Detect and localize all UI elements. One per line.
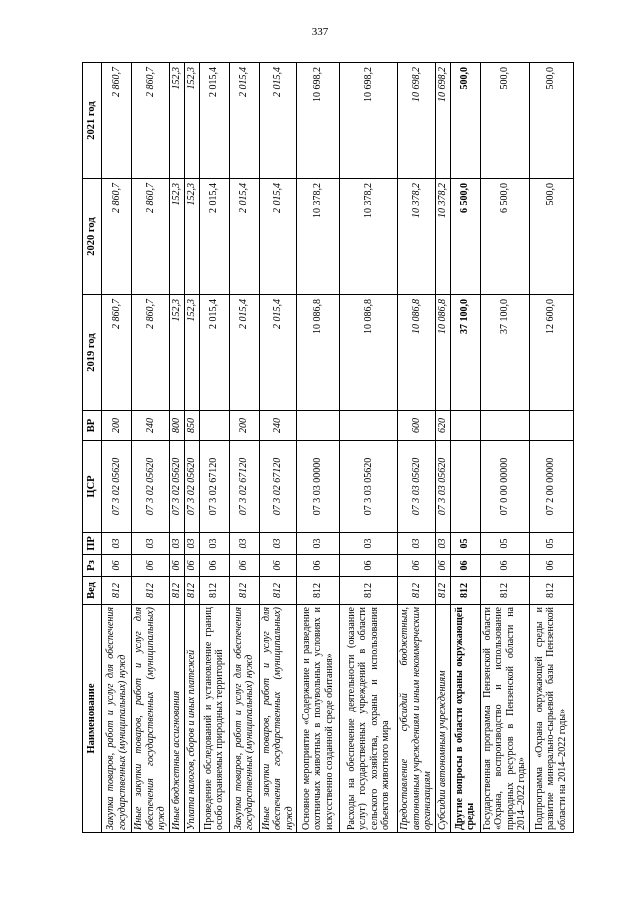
cell-csr: 07 0 00 00000 (480, 441, 529, 533)
cell-rz: 06 (229, 555, 259, 577)
cell-vr: 600 (398, 411, 436, 441)
table-row (480, 63, 529, 833)
cell-ved: 812 (297, 577, 340, 605)
cell-csr: 07 2 00 00000 (529, 441, 573, 533)
cell-pr: 03 (132, 533, 170, 555)
cell-pr: 03 (169, 533, 184, 555)
cell-2021: 2 860,7 (132, 63, 170, 179)
cell-2019: 2 015,4 (259, 295, 297, 411)
table-row (398, 63, 436, 833)
cell-rz: 06 (102, 555, 132, 577)
table-row (132, 63, 170, 833)
cell-2019: 37 100,0 (480, 295, 529, 411)
cell-rz: 06 (340, 555, 398, 577)
cell-2020: 10 378,2 (398, 179, 436, 295)
cell-vr: 200 (229, 411, 259, 441)
cell-vr (480, 411, 529, 441)
cell-csr: 07 3 02 05620 (132, 441, 170, 533)
cell-2020: 6 500,0 (450, 179, 480, 295)
header-row (83, 63, 102, 833)
table-row (184, 63, 199, 833)
cell-vr (297, 411, 340, 441)
cell-ved: 812 (340, 577, 398, 605)
cell-2021: 10 698,2 (398, 63, 436, 179)
cell-pr: 03 (297, 533, 340, 555)
cell-pr: 03 (435, 533, 450, 555)
cell-name: Уплата налогов, сборов и иных платежей (184, 605, 199, 833)
cell-vr: 850 (184, 411, 199, 441)
table-row (340, 63, 398, 833)
cell-csr: 07 3 02 05620 (102, 441, 132, 533)
cell-2019: 2 860,7 (132, 295, 170, 411)
cell-2021: 2 015,4 (229, 63, 259, 179)
cell-name: Закупка товаров, работ и услуг для обеспечения государственных (муниципальных) нужд (102, 605, 132, 833)
cell-rz: 06 (132, 555, 170, 577)
cell-vr (199, 411, 229, 441)
cell-csr: 07 3 03 05620 (398, 441, 436, 533)
cell-vr: 240 (132, 411, 170, 441)
cell-2021: 10 698,2 (435, 63, 450, 179)
table-row (199, 63, 229, 833)
cell-csr: 07 3 03 05620 (340, 441, 398, 533)
cell-2019: 2 015,4 (199, 295, 229, 411)
header-ved: Вед (83, 577, 102, 605)
table-row (102, 63, 132, 833)
cell-2021: 500,0 (529, 63, 573, 179)
cell-vr (340, 411, 398, 441)
cell-ved: 812 (450, 577, 480, 605)
cell-ved: 812 (199, 577, 229, 605)
cell-pr: 05 (480, 533, 529, 555)
cell-csr: 07 3 03 00000 (297, 441, 340, 533)
header-2020: 2020 год (83, 179, 102, 295)
cell-name: Иные бюджетные ассигнования (169, 605, 184, 833)
cell-pr: 05 (529, 533, 573, 555)
cell-2019: 10 086,8 (340, 295, 398, 411)
cell-vr (450, 411, 480, 441)
cell-rz: 06 (480, 555, 529, 577)
cell-csr (450, 441, 480, 533)
cell-ved: 812 (184, 577, 199, 605)
table-row (450, 63, 480, 833)
cell-pr: 05 (450, 533, 480, 555)
cell-rz: 06 (169, 555, 184, 577)
cell-2020: 2 015,4 (259, 179, 297, 295)
cell-ved: 812 (529, 577, 573, 605)
header-rz: Рз (83, 555, 102, 577)
cell-pr: 03 (102, 533, 132, 555)
budget-table (82, 62, 574, 833)
cell-2019: 10 086,8 (435, 295, 450, 411)
cell-2021: 500,0 (450, 63, 480, 179)
table-row (529, 63, 573, 833)
table-row (297, 63, 340, 833)
cell-2021: 152,3 (184, 63, 199, 179)
cell-2021: 500,0 (480, 63, 529, 179)
cell-2020: 10 378,2 (340, 179, 398, 295)
cell-2019: 12 600,0 (529, 295, 573, 411)
table-row (229, 63, 259, 833)
header-vr: ВР (83, 411, 102, 441)
table-row (435, 63, 450, 833)
cell-rz: 06 (259, 555, 297, 577)
cell-2021: 2 015,4 (259, 63, 297, 179)
cell-2019: 2 860,7 (102, 295, 132, 411)
cell-2021: 152,3 (169, 63, 184, 179)
cell-csr: 07 3 02 67120 (199, 441, 229, 533)
cell-2021: 10 698,2 (340, 63, 398, 179)
table-row (259, 63, 297, 833)
cell-ved: 812 (229, 577, 259, 605)
cell-2020: 6 500,0 (480, 179, 529, 295)
cell-csr: 07 3 02 05620 (169, 441, 184, 533)
cell-name: Субсидии автономным учреждениям (435, 605, 450, 833)
cell-2020: 152,3 (184, 179, 199, 295)
cell-rz: 06 (529, 555, 573, 577)
header-name: Наименование (83, 605, 102, 833)
cell-2019: 10 086,8 (398, 295, 436, 411)
cell-name: Основное мероприятие «Содержание и разведение охотничьих животных в полувольных условиях и искусственно созданной среде обитания» (297, 605, 340, 833)
cell-pr: 03 (199, 533, 229, 555)
cell-2020: 2 860,7 (132, 179, 170, 295)
cell-rz: 06 (435, 555, 450, 577)
cell-pr: 03 (259, 533, 297, 555)
cell-2019: 2 015,4 (229, 295, 259, 411)
table-body (102, 63, 574, 833)
cell-2021: 10 698,2 (297, 63, 340, 179)
cell-2021: 2 860,7 (102, 63, 132, 179)
cell-vr: 620 (435, 411, 450, 441)
header-2021: 2021 год (83, 63, 102, 179)
cell-pr: 03 (398, 533, 436, 555)
table-row (169, 63, 184, 833)
cell-ved: 812 (132, 577, 170, 605)
cell-name: Предоставление субсидий бюджетным, автономным учреждениям и иным некоммерческим организациям (398, 605, 436, 833)
cell-csr: 07 3 02 05620 (184, 441, 199, 533)
cell-ved: 812 (169, 577, 184, 605)
cell-2020: 152,3 (169, 179, 184, 295)
cell-rz: 06 (199, 555, 229, 577)
cell-pr: 03 (184, 533, 199, 555)
cell-name: Проведение обследований и установление границ особо охраняемых природных территорий (199, 605, 229, 833)
cell-name: Закупка товаров, работ и услуг для обеспечения государственных (муниципальных) нужд (229, 605, 259, 833)
cell-2020: 500,0 (529, 179, 573, 295)
cell-name: Иные закупки товаров, работ и услуг для обеспечения государственных (муниципальных) нужд (132, 605, 170, 833)
cell-2020: 10 378,2 (297, 179, 340, 295)
rotated-table-container (82, 63, 627, 833)
cell-2021: 2 015,4 (199, 63, 229, 179)
cell-2020: 2 860,7 (102, 179, 132, 295)
page-number: 337 (311, 26, 329, 38)
cell-pr: 03 (229, 533, 259, 555)
cell-rz: 06 (450, 555, 480, 577)
header-csr: ЦСР (83, 441, 102, 533)
cell-vr: 200 (102, 411, 132, 441)
cell-name: Иные закупки товаров, работ и услуг для обеспечения государственных (муниципальных) нужд (259, 605, 297, 833)
header-pr: ПР (83, 533, 102, 555)
cell-name: Расходы на обеспечение деятельности (оказание услуг) государственных учреждений в области сельского хозяйства, охраны и использования объектов животного мира (340, 605, 398, 833)
cell-2019: 152,3 (169, 295, 184, 411)
cell-name: Подпрограмма «Охрана окружающей среды и развитие минерально-сырьевой базы Пензенской области на 2014–2022 годы» (529, 605, 573, 833)
cell-csr: 07 3 02 67120 (229, 441, 259, 533)
cell-2019: 152,3 (184, 295, 199, 411)
cell-name: Государственная программа Пензенской области «Охрана, воспроизводство и использование природных ресурсов в Пензенской области на 2014–2022 годы» (480, 605, 529, 833)
cell-2020: 2 015,4 (199, 179, 229, 295)
cell-2019: 37 100,0 (450, 295, 480, 411)
cell-ved: 812 (398, 577, 436, 605)
cell-vr (529, 411, 573, 441)
cell-vr: 800 (169, 411, 184, 441)
cell-pr: 03 (340, 533, 398, 555)
cell-ved: 812 (480, 577, 529, 605)
cell-rz: 06 (184, 555, 199, 577)
header-2019: 2019 год (83, 295, 102, 411)
cell-vr: 240 (259, 411, 297, 441)
cell-ved: 812 (259, 577, 297, 605)
cell-csr: 07 3 03 05620 (435, 441, 450, 533)
cell-2020: 2 015,4 (229, 179, 259, 295)
cell-name: Другие вопросы в области охраны окружающей среды (450, 605, 480, 833)
cell-2020: 10 378,2 (435, 179, 450, 295)
cell-rz: 06 (398, 555, 436, 577)
cell-ved: 812 (435, 577, 450, 605)
cell-ved: 812 (102, 577, 132, 605)
cell-csr: 07 3 02 67120 (259, 441, 297, 533)
cell-rz: 06 (297, 555, 340, 577)
cell-2019: 10 086,8 (297, 295, 340, 411)
